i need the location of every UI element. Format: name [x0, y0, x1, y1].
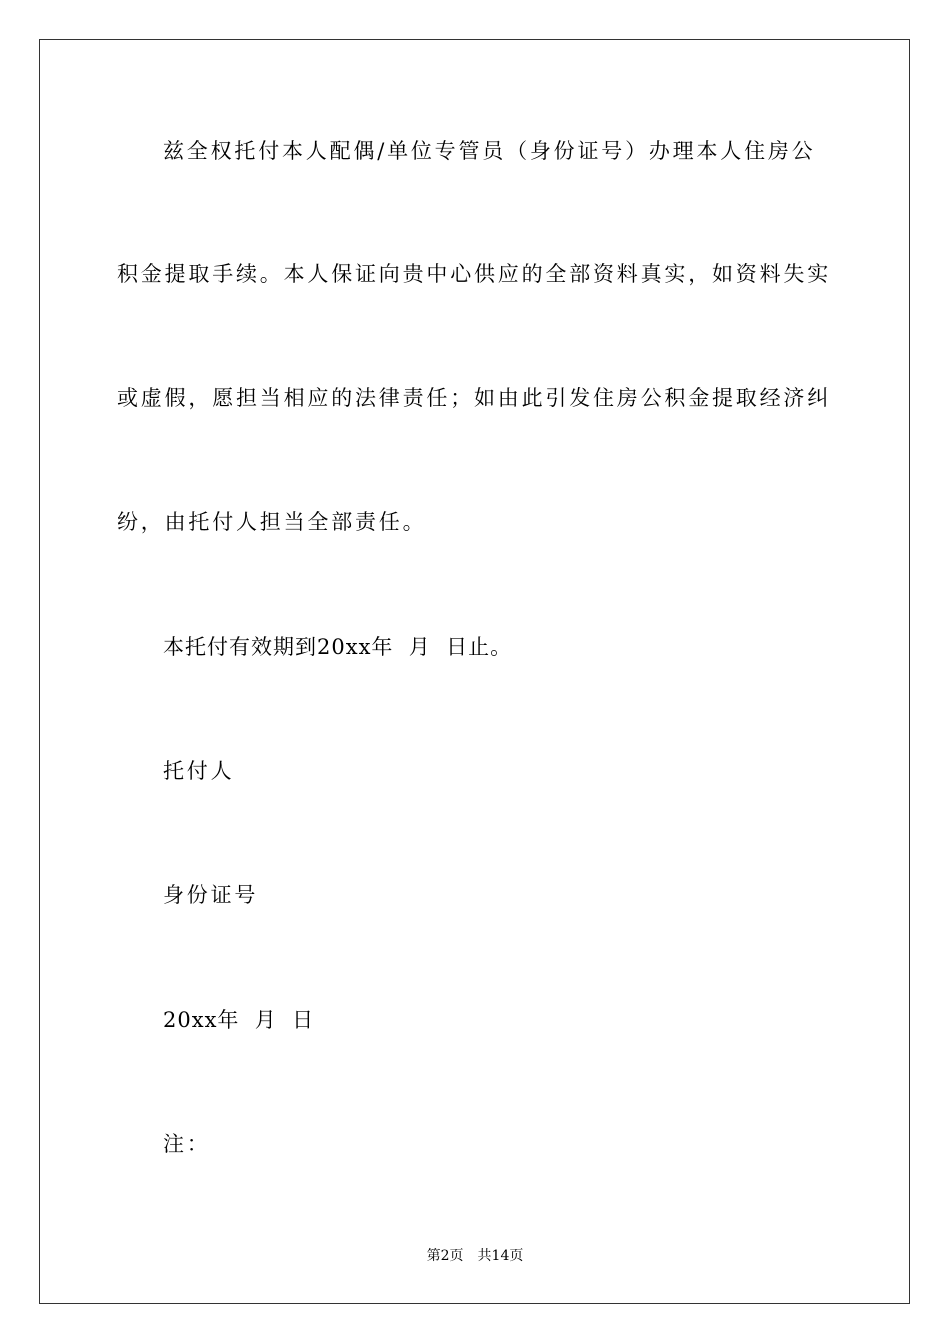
page-number: 第2页: [426, 1248, 464, 1264]
paragraph-line-3: 或虚假，愿担当相应的法律责任；如由此引发住房公积金提取经济纠: [117, 386, 831, 410]
validity-line: 本托付有效期到20xx年 月 日止。: [163, 635, 513, 659]
page-border: [39, 39, 910, 1304]
date-line: 20xx年 月 日: [163, 1008, 315, 1032]
note-label: 注：: [163, 1132, 211, 1156]
id-number-label: 身份证号: [163, 883, 259, 907]
total-pages: 共14页: [477, 1248, 524, 1264]
paragraph-line-4: 纷，由托付人担当全部责任。: [117, 510, 427, 534]
page-footer: [0, 1246, 950, 1266]
paragraph-line-2: 积金提取手续。本人保证向贵中心供应的全部资料真实，如资料失实: [117, 262, 831, 286]
paragraph-line-1: 兹全权托付本人配偶/单位专管员（身份证号）办理本人住房公: [163, 139, 816, 163]
principal-label: 托付人: [163, 759, 235, 783]
